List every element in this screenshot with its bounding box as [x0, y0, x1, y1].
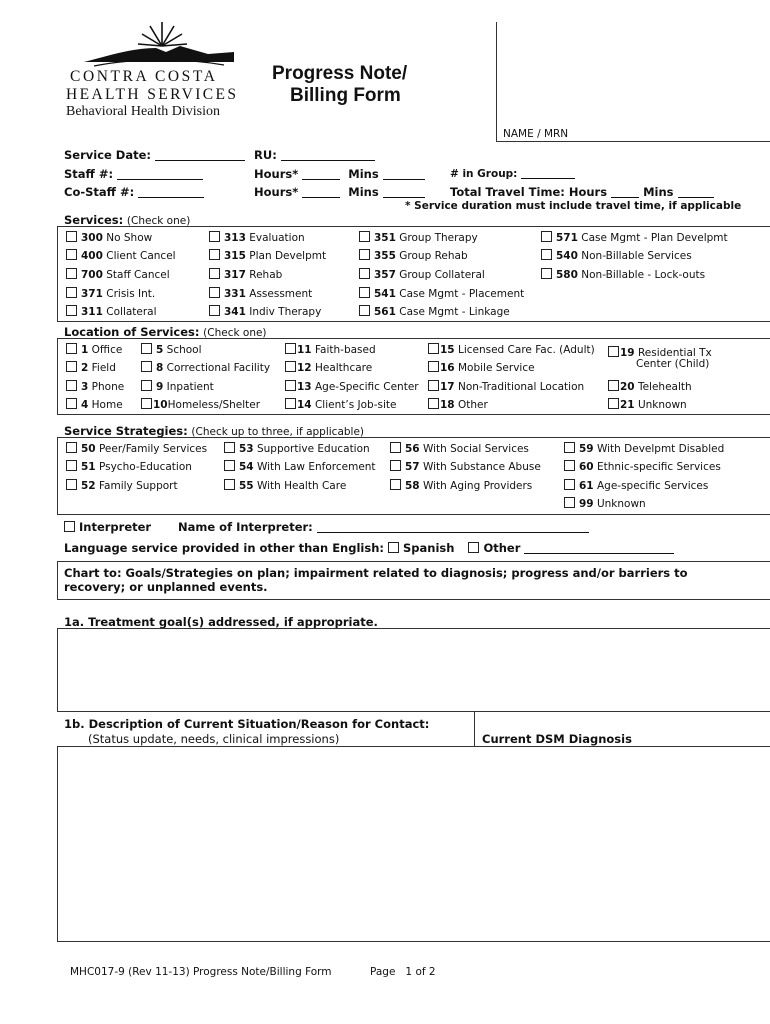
service-option[interactable]: 317 Rehab: [209, 268, 282, 281]
name-mrn-label: NAME / MRN: [503, 128, 569, 140]
location-option[interactable]: 12 Healthcare: [285, 361, 372, 374]
duration-note: * Service duration must include travel time, if applicable: [405, 200, 742, 212]
strategies-heading: Service Strategies:: [64, 424, 188, 438]
service-date-field[interactable]: [155, 149, 245, 161]
costaff-field[interactable]: [138, 186, 204, 198]
location-option[interactable]: 21 Unknown: [608, 398, 687, 411]
checkbox-icon: [66, 460, 77, 471]
service-option[interactable]: 357 Group Collateral: [359, 268, 485, 281]
location-option[interactable]: 4 Home: [66, 398, 123, 411]
service-option[interactable]: 313 Evaluation: [209, 231, 305, 244]
services-heading: Services:: [64, 213, 124, 227]
checkbox-icon: [141, 398, 152, 409]
checkbox-icon: [428, 361, 439, 372]
checkbox-icon: [66, 343, 77, 354]
checkbox-icon: [209, 249, 220, 260]
checkbox-icon: [390, 460, 401, 471]
checkbox-icon: [66, 361, 77, 372]
costaff-hours-label: Hours*: [254, 185, 299, 199]
other-language-option[interactable]: Other: [468, 541, 520, 555]
checkbox-icon: [541, 231, 552, 242]
checkbox-icon: [468, 542, 479, 553]
location-option[interactable]: 8 Correctional Facility: [141, 361, 270, 374]
service-option[interactable]: 355 Group Rehab: [359, 249, 468, 262]
checkbox-icon: [359, 231, 370, 242]
checkbox-icon: [359, 268, 370, 279]
location-heading: Location of Services:: [64, 325, 200, 339]
costaff-hours-field[interactable]: [302, 186, 340, 198]
checkbox-icon: [285, 380, 296, 391]
ru-field[interactable]: [281, 149, 375, 161]
checkbox-icon: [209, 268, 220, 279]
service-option[interactable]: 315 Plan Develpmt: [209, 249, 326, 262]
strategy-option[interactable]: 60 Ethnic-specific Services: [564, 460, 721, 473]
org-name-line3: Behavioral Health Division: [66, 104, 220, 119]
section-1b-subtitle: (Status update, needs, clinical impressions): [88, 732, 340, 746]
checkbox-icon: [141, 361, 152, 372]
checkbox-icon: [608, 398, 619, 409]
checkbox-icon: [66, 380, 77, 391]
checkbox-icon: [64, 521, 75, 532]
checkbox-icon: [428, 398, 439, 409]
service-option[interactable]: 300 No Show: [66, 231, 152, 244]
service-option[interactable]: 371 Crisis Int.: [66, 287, 155, 300]
treatment-goals-textarea[interactable]: [57, 628, 770, 712]
interpreter-name-field[interactable]: [317, 521, 589, 533]
staff-field[interactable]: [117, 168, 203, 180]
costaff-label: Co-Staff #:: [64, 185, 135, 199]
checkbox-icon: [564, 497, 575, 508]
checkbox-icon: [390, 442, 401, 453]
chart-to-instruction: Chart to: Goals/Strategies on plan; impairment related to diagnosis; progress and/or barriers to recovery; or unplanned events.: [64, 566, 688, 594]
location-option[interactable]: 3 Phone: [66, 380, 124, 393]
checkbox-icon: [66, 249, 77, 260]
checkbox-icon: [141, 343, 152, 354]
header-divider: [496, 22, 497, 142]
spanish-option[interactable]: Spanish: [388, 541, 454, 555]
strategy-option[interactable]: 58 With Aging Providers: [390, 479, 532, 492]
strategy-option[interactable]: 55 With Health Care: [224, 479, 346, 492]
location-option-19-line2: Center (Child): [636, 358, 710, 370]
checkbox-icon: [209, 231, 220, 242]
checkbox-icon: [359, 305, 370, 316]
service-option[interactable]: 571 Case Mgmt - Plan Develpmt: [541, 231, 728, 244]
form-title-line1: Progress Note/: [272, 63, 408, 84]
strategy-option[interactable]: 57 With Substance Abuse: [390, 460, 541, 473]
travel-mins-field[interactable]: [678, 186, 714, 198]
checkbox-icon: [359, 287, 370, 298]
service-option[interactable]: 311 Collateral: [66, 305, 157, 318]
org-name-line2: HEALTH SERVICES: [66, 86, 239, 103]
ru-label: RU:: [254, 148, 277, 162]
location-option[interactable]: 10Homeless/Shelter: [141, 398, 260, 411]
location-option[interactable]: 11 Faith-based: [285, 343, 376, 356]
name-mrn-rule: [496, 141, 770, 142]
checkbox-icon: [564, 442, 575, 453]
strategy-option[interactable]: 50 Peer/Family Services: [66, 442, 207, 455]
checkbox-icon: [141, 380, 152, 391]
strategy-option[interactable]: 54 With Law Enforcement: [224, 460, 376, 473]
checkbox-icon: [390, 479, 401, 490]
checkbox-icon: [66, 305, 77, 316]
service-date-label: Service Date:: [64, 148, 152, 162]
checkbox-icon: [66, 231, 77, 242]
checkbox-icon: [541, 268, 552, 279]
hours-label: Hours*: [254, 167, 299, 181]
interpreter-option[interactable]: Interpreter: [64, 520, 151, 534]
org-name-line1: CONTRA COSTA: [70, 68, 218, 85]
page-number: Page 1 of 2: [370, 966, 436, 978]
location-option[interactable]: 9 Inpatient: [141, 380, 214, 393]
checkbox-icon: [66, 268, 77, 279]
checkbox-icon: [224, 442, 235, 453]
service-option[interactable]: 561 Case Mgmt - Linkage: [359, 305, 510, 318]
services-instruction: (Check one): [126, 215, 191, 227]
checkbox-icon: [66, 442, 77, 453]
dsm-divider: [474, 712, 475, 746]
form-id: MHC017-9 (Rev 11-13) Progress Note/Billing Form: [70, 966, 332, 978]
service-option[interactable]: 580 Non-Billable - Lock-outs: [541, 268, 705, 281]
section-1a-label: 1a. Treatment goal(s) addressed, if appropriate.: [64, 615, 378, 629]
checkbox-icon: [66, 479, 77, 490]
checkbox-icon: [428, 343, 439, 354]
section-1b-title: 1b. Description of Current Situation/Reason for Contact:: [64, 717, 430, 731]
num-in-group-field[interactable]: [521, 167, 575, 179]
checkbox-icon: [428, 380, 439, 391]
checkbox-icon: [66, 398, 77, 409]
location-option[interactable]: 18 Other: [428, 398, 488, 411]
travel-hours-field[interactable]: [611, 186, 639, 198]
service-option[interactable]: 541 Case Mgmt - Placement: [359, 287, 524, 300]
location-option[interactable]: 2 Field: [66, 361, 116, 374]
checkbox-icon: [608, 346, 619, 357]
interpreter-name-label: Name of Interpreter:: [178, 520, 313, 534]
checkbox-icon: [209, 287, 220, 298]
location-instruction: (Check one): [203, 327, 267, 339]
strategies-instruction: (Check up to three, if applicable): [191, 426, 365, 438]
location-option[interactable]: 15 Licensed Care Fac. (Adult): [428, 343, 595, 356]
checkbox-icon: [608, 380, 619, 391]
checkbox-icon: [541, 249, 552, 260]
checkbox-icon: [66, 287, 77, 298]
hours-field[interactable]: [302, 168, 340, 180]
location-option[interactable]: 13 Age-Specific Center: [285, 380, 419, 393]
checkbox-icon: [285, 398, 296, 409]
other-language-field[interactable]: [524, 542, 674, 554]
location-option[interactable]: 14 Client’s Job-site: [285, 398, 396, 411]
strategy-option[interactable]: 53 Supportive Education: [224, 442, 370, 455]
service-option[interactable]: 540 Non-Billable Services: [541, 249, 692, 262]
strategy-option[interactable]: 59 With Develpmt Disabled: [564, 442, 724, 455]
checkbox-icon: [224, 460, 235, 471]
dsm-diagnosis-label: Current DSM Diagnosis: [482, 732, 632, 746]
location-option[interactable]: 1 Office: [66, 343, 122, 356]
checkbox-icon: [388, 542, 399, 553]
travel-hours-label: Total Travel Time: Hours: [450, 185, 608, 199]
location-option[interactable]: 20 Telehealth: [608, 380, 692, 393]
strategy-option[interactable]: 99 Unknown: [564, 497, 646, 510]
service-option[interactable]: 341 Indiv Therapy: [209, 305, 321, 318]
language-label: Language service provided in other than English:: [64, 541, 384, 555]
service-option[interactable]: 331 Assessment: [209, 287, 312, 300]
checkbox-icon: [564, 460, 575, 471]
mins-field[interactable]: [383, 168, 425, 180]
strategy-option[interactable]: 52 Family Support: [66, 479, 178, 492]
current-situation-textarea[interactable]: [57, 746, 770, 942]
staff-label: Staff #:: [64, 167, 114, 181]
location-option[interactable]: 16 Mobile Service: [428, 361, 535, 374]
num-in-group-label: # in Group:: [450, 168, 518, 180]
costaff-mins-field[interactable]: [383, 186, 425, 198]
service-option[interactable]: 351 Group Therapy: [359, 231, 478, 244]
checkbox-icon: [564, 479, 575, 490]
form-title-line2: Billing Form: [290, 85, 401, 106]
strategy-option[interactable]: 61 Age-specific Services: [564, 479, 708, 492]
location-option[interactable]: 17 Non-Traditional Location: [428, 380, 584, 393]
service-option[interactable]: 400 Client Cancel: [66, 249, 176, 262]
travel-mins-label: Mins: [643, 185, 674, 199]
location-option[interactable]: 5 School: [141, 343, 202, 356]
checkbox-icon: [285, 361, 296, 372]
service-option[interactable]: 700 Staff Cancel: [66, 268, 170, 281]
checkbox-icon: [285, 343, 296, 354]
costaff-mins-label: Mins: [348, 185, 379, 199]
agency-logo: [64, 18, 264, 118]
sunburst-logo-icon: [84, 18, 234, 68]
mins-label: Mins: [348, 167, 379, 181]
checkbox-icon: [209, 305, 220, 316]
checkbox-icon: [359, 249, 370, 260]
strategy-option[interactable]: 51 Psycho-Education: [66, 460, 192, 473]
location-option[interactable]: 19 Residential Tx: [608, 346, 712, 359]
strategy-option[interactable]: 56 With Social Services: [390, 442, 529, 455]
checkbox-icon: [224, 479, 235, 490]
